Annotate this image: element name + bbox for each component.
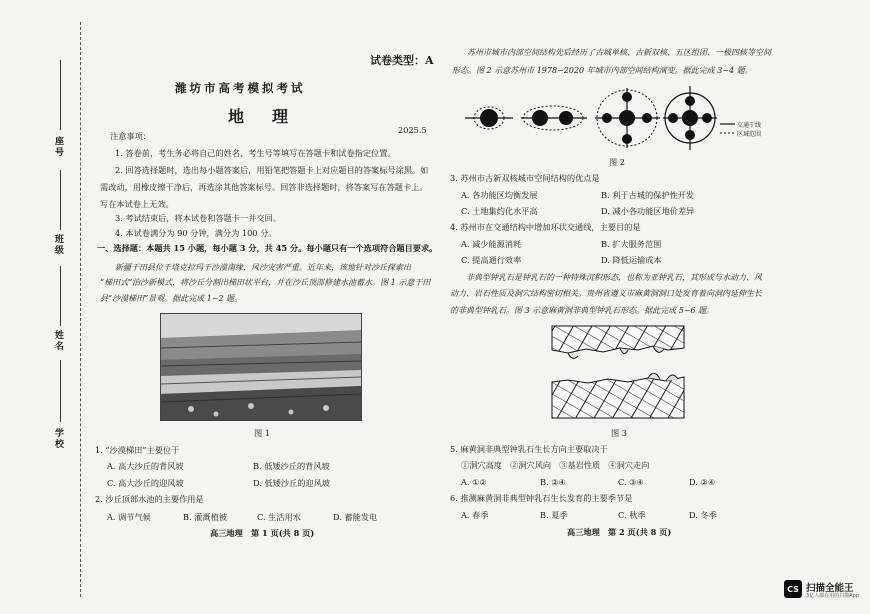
stage-five-cluster <box>595 88 660 148</box>
question-6-stem: 6. 推测麻黄洞非典型钟乳石生长发育的主要季节是 <box>450 493 633 503</box>
passage-mid-line: 的非典型钟乳石。图 3 示意麻黄洞非典型钟乳石形态。据此完成 5~6 题。 <box>450 306 715 315</box>
figure3-upper-panel <box>552 326 684 358</box>
figure1-desert-terrace-photo <box>160 313 362 421</box>
notice-line: 4. 本试卷满分为 90 分钟，满分为 100 分。 <box>115 228 277 238</box>
scanner-logo-icon: CS <box>784 580 802 598</box>
passage-line: 县“沙漠梯田”景观。据此完成 1~2 题。 <box>100 294 243 303</box>
figure2-legend <box>720 124 735 133</box>
notice-line: 2. 回答选择题时，选出每小题答案后，用铅笔把答题卡上对应题目的答案标号涂黑。如 <box>115 165 429 175</box>
exam-date: 2025.5 <box>398 125 427 135</box>
passage-top-line: 形态。图 2 示意苏州市 1978−2020 年城市内部空间结构演变。据此完成 3−4 题。 <box>452 66 753 75</box>
q5-option-b[interactable]: B. ②④ <box>540 477 566 487</box>
q6-option-b[interactable]: B. 夏季 <box>540 510 568 520</box>
q5-option-c[interactable]: C. ③④ <box>618 477 644 487</box>
margin-label-class: 班级 <box>53 234 63 256</box>
page1-footer: 高三地理 第 1 页(共 8 页) <box>210 528 315 538</box>
q3-option-b[interactable]: B. 利于古城的保护性开发 <box>601 190 695 200</box>
q4-option-b[interactable]: B. 扩大服务范围 <box>601 239 662 249</box>
q6-option-d[interactable]: D. 冬季 <box>689 510 717 520</box>
q5-option-a[interactable]: A. ①② <box>461 477 487 487</box>
passage-line: 新疆于田县位于塔克拉玛干沙漠南缘，风沙灾害严重。近年来，该地针对沙丘探索出 <box>115 263 411 272</box>
page2-footer: 高三地理 第 2 页(共 8 页) <box>567 527 672 537</box>
q1-option-a[interactable]: A. 高大沙丘的背风坡 <box>107 461 184 471</box>
question-4-stem: 4. 苏州市在交通结构中增加环状交通线，主要目的是 <box>450 222 641 232</box>
q4-option-d[interactable]: D. 降低运输成本 <box>601 255 662 265</box>
subject-title: 地 理 <box>228 107 295 126</box>
legend-label-region: 区域范围 <box>737 131 762 138</box>
stage-one-pole-four-core <box>663 86 717 150</box>
question-1-stem: 1. “沙漠梯田”主要位于 <box>95 445 180 455</box>
q2-option-a[interactable]: A. 调节气候 <box>107 512 151 522</box>
passage-top-line: 苏州市城市内部空间结构先后经历了古城单核、古新双核、五区组团、一极四核等空间 <box>467 48 771 57</box>
terrace-illustration <box>161 314 361 420</box>
notice-line: 需改动，用橡皮擦干净后，再选涂其他答案标号。回答非选择题时，将答案写在答题卡上。 <box>100 182 428 192</box>
q4-option-a[interactable]: A. 减少能源消耗 <box>461 239 522 249</box>
notice-title: 注意事项： <box>110 131 151 141</box>
binding-dashed-line <box>80 22 81 597</box>
figure2-urban-structure-diagram <box>455 82 755 154</box>
margin-blank-name <box>60 266 61 326</box>
q2-option-c[interactable]: C. 生活用水 <box>257 512 301 522</box>
scanner-tagline: 3亿人都在用的扫描App <box>806 593 859 599</box>
passage-mid-line: 非典型钟乳石是钟乳石的一种特殊沉积形态，也称为亚钟乳石，其形成与水动力、风 <box>466 273 762 282</box>
figure3-stalactite-diagram <box>548 322 688 422</box>
figure2-caption: 图 2 <box>609 157 625 167</box>
section-title: 一、选择题：本题共 15 小题，每小题 3 分，共 45 分。每小题只有一个选项符合题目要求。 <box>97 243 438 253</box>
q4-option-c[interactable]: C. 提高通行效率 <box>461 255 522 265</box>
figure3-caption: 图 3 <box>611 428 627 438</box>
question-3-stem: 3. 苏州市古新双核城市空间结构的优点是 <box>450 173 600 183</box>
passage-line: “梯田式”治沙新模式，将沙丘分割出梯田状平台，并在沙丘顶部修建水池蓄水。图 1 示意于田 <box>100 278 431 287</box>
scanner-app-name: 扫描全能王 <box>806 583 854 594</box>
question-2-stem: 2. 沙丘顶部水池的主要作用是 <box>95 494 204 504</box>
q3-option-a[interactable]: A. 各功能区均衡发展 <box>461 190 538 200</box>
exam-title: 潍坊市高考模拟考试 <box>175 81 306 95</box>
q6-option-a[interactable]: A. 春季 <box>461 510 489 520</box>
margin-label-seat: 座号 <box>53 136 63 158</box>
figure1-caption: 图 1 <box>254 428 270 438</box>
q1-option-c[interactable]: C. 高大沙丘的迎风坡 <box>107 478 184 488</box>
question-5-stem: 5. 麻黄洞非典型钟乳石生长方向主要取决于 <box>450 444 608 454</box>
legend-label-traffic-line: 交通干线 <box>737 122 762 129</box>
margin-label-school: 学校 <box>53 428 63 450</box>
figure3-lower-panel <box>552 373 684 418</box>
q3-option-c[interactable]: C. 土地集约化水平高 <box>461 206 538 216</box>
margin-blank-class <box>60 170 61 230</box>
exam-type: 试卷类型：A <box>370 54 434 67</box>
notice-line: 1. 答卷前，考生务必将自己的姓名、考生号等填写在答题卡和试卷指定位置。 <box>115 148 396 158</box>
notice-line: 3. 考试结束后，将本试卷和答题卡一并交回。 <box>115 213 281 223</box>
margin-blank-seat <box>60 60 61 130</box>
q1-option-b[interactable]: B. 低矮沙丘的背风坡 <box>253 461 330 471</box>
q6-option-c[interactable]: C. 秋季 <box>618 510 646 520</box>
stage-single-core <box>465 107 513 129</box>
q1-option-d[interactable]: D. 低矮沙丘的迎风坡 <box>253 478 330 488</box>
margin-blank-school <box>60 360 61 422</box>
margin-label-name: 姓名 <box>53 330 63 352</box>
passage-mid-line: 动力、岩石性质及洞穴结构密切相关。贵州省遵义市麻黄洞洞口处发育着向洞内延伸生长 <box>450 289 762 298</box>
q3-option-d[interactable]: D. 减小各功能区地价差异 <box>601 206 695 216</box>
stage-dual-core <box>521 106 587 130</box>
q2-option-d[interactable]: D. 蓄能发电 <box>333 512 378 522</box>
notice-line: 写在本试卷上无效。 <box>100 199 174 209</box>
q5-factors: ①洞穴高度 ②洞穴风向 ③基岩性质 ④洞穴走向 <box>461 460 650 470</box>
q5-option-d[interactable]: D. ②④ <box>689 477 716 487</box>
q2-option-b[interactable]: B. 灌溉植被 <box>183 512 227 522</box>
